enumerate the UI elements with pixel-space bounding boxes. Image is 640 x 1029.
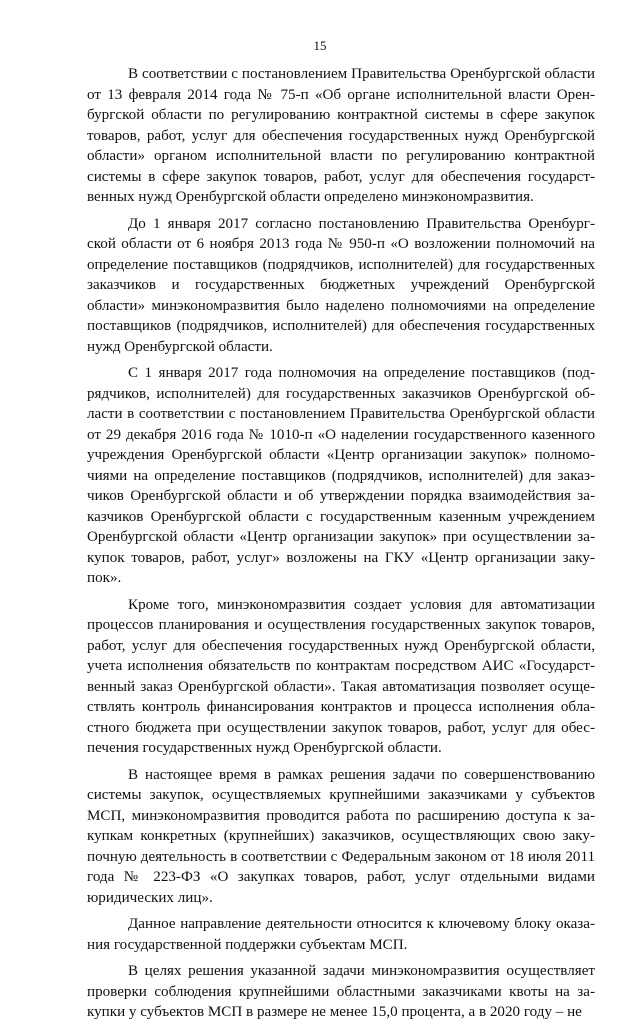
paragraph-4: Кроме того, минэкономразвития создает условия для автоматизации процессов планирования и осуществления государственных закупок товаров, работ, услуг для обеспечения государственных нужд Оренбургской области, учета исполнения обязательств по контрактам посредством АИС «Государственный заказ Оренбургской области». Такая автоматизация позволяет осуществлять контроль финансирования контрактов и процесса исполнения областного бюджета при осуществлении закупок товаров, работ, услуг для обеспечения государственных нужд Оренбургской области.: [87, 596, 595, 756]
paragraph-3: С 1 января 2017 года полномочия на определение поставщиков (подрядчиков, исполнителей) для государственных заказчиков Оренбургской области в соответствии с постановлением Правительства Оренбургской области от 29 декабря 2016 года № 1010-п «О наделении государственного казенного учреждения Оренбургской области «Центр организации закупок» полномочиями на определение поставщиков (подрядчиков, исполнителей) для заказчиков Оренбургской области и об утверждении порядка взаимодействия заказчиков Оренбургской области с государственным казенным учреждением Оренбургской области «Центр организации закупок» при осуществлении закупок товаров, работ, услуг» возложены на ГКУ «Центр организации закупок».: [87, 365, 595, 586]
paragraph-7: В целях решения указанной задачи минэкономразвития осуществляет проверки соблюдения крупнейшими областными заказчиками квоты на закупки у субъектов МСП в размере не менее 15,0 процента, а в 2020 году – не: [87, 963, 595, 1020]
page-number: 15: [313, 38, 327, 53]
paragraph-6: Данное направление деятельности относится к ключевому блоку оказания государственной поддержки субъектам МСП.: [87, 916, 595, 953]
paragraph-1: В соответствии с постановлением Правительства Оренбургской области от 13 февраля 2014 года № 75-п «Об органе исполнительной власти Оренбургской области по регулированию контрактной системы в сфере закупок товаров, работ, услуг для обеспечения государственных нужд Оренбургской области» органом исполнительной власти по регулированию контрактной системы в сфере закупок товаров, работ, услуг для обеспечения государственных нужд Оренбургской области определено минэкономразвития.: [87, 66, 595, 205]
document-body: [87, 64, 595, 1029]
paragraph-5: В настоящее время в рамках решения задачи по совершенствованию системы закупок, осуществляемых крупнейшими заказчиками у субъектов МСП, минэкономразвития проводится работа по расширению доступа к закупкам конкретных (крупнейших) заказчиков, осуществляющих свою закупочную деятельность в соответствии с Федеральным законом от 18 июля 2011 года № 223-ФЗ «О закупках товаров, работ, услуг отдельными видами юридических лиц».: [87, 766, 595, 906]
paragraph-2: До 1 января 2017 согласно постановлению Правительства Оренбургской области от 6 ноября 2013 года № 950-п «О возложении полномочий на определение поставщиков (подрядчиков, исполнителей) для государственных заказчиков и государственных бюджетных учреждений Оренбургской области» минэкономразвития было наделено полномочиями на определение поставщиков (подрядчиков, исполнителей) для обеспечения государственных нужд Оренбургской области.: [87, 215, 595, 355]
